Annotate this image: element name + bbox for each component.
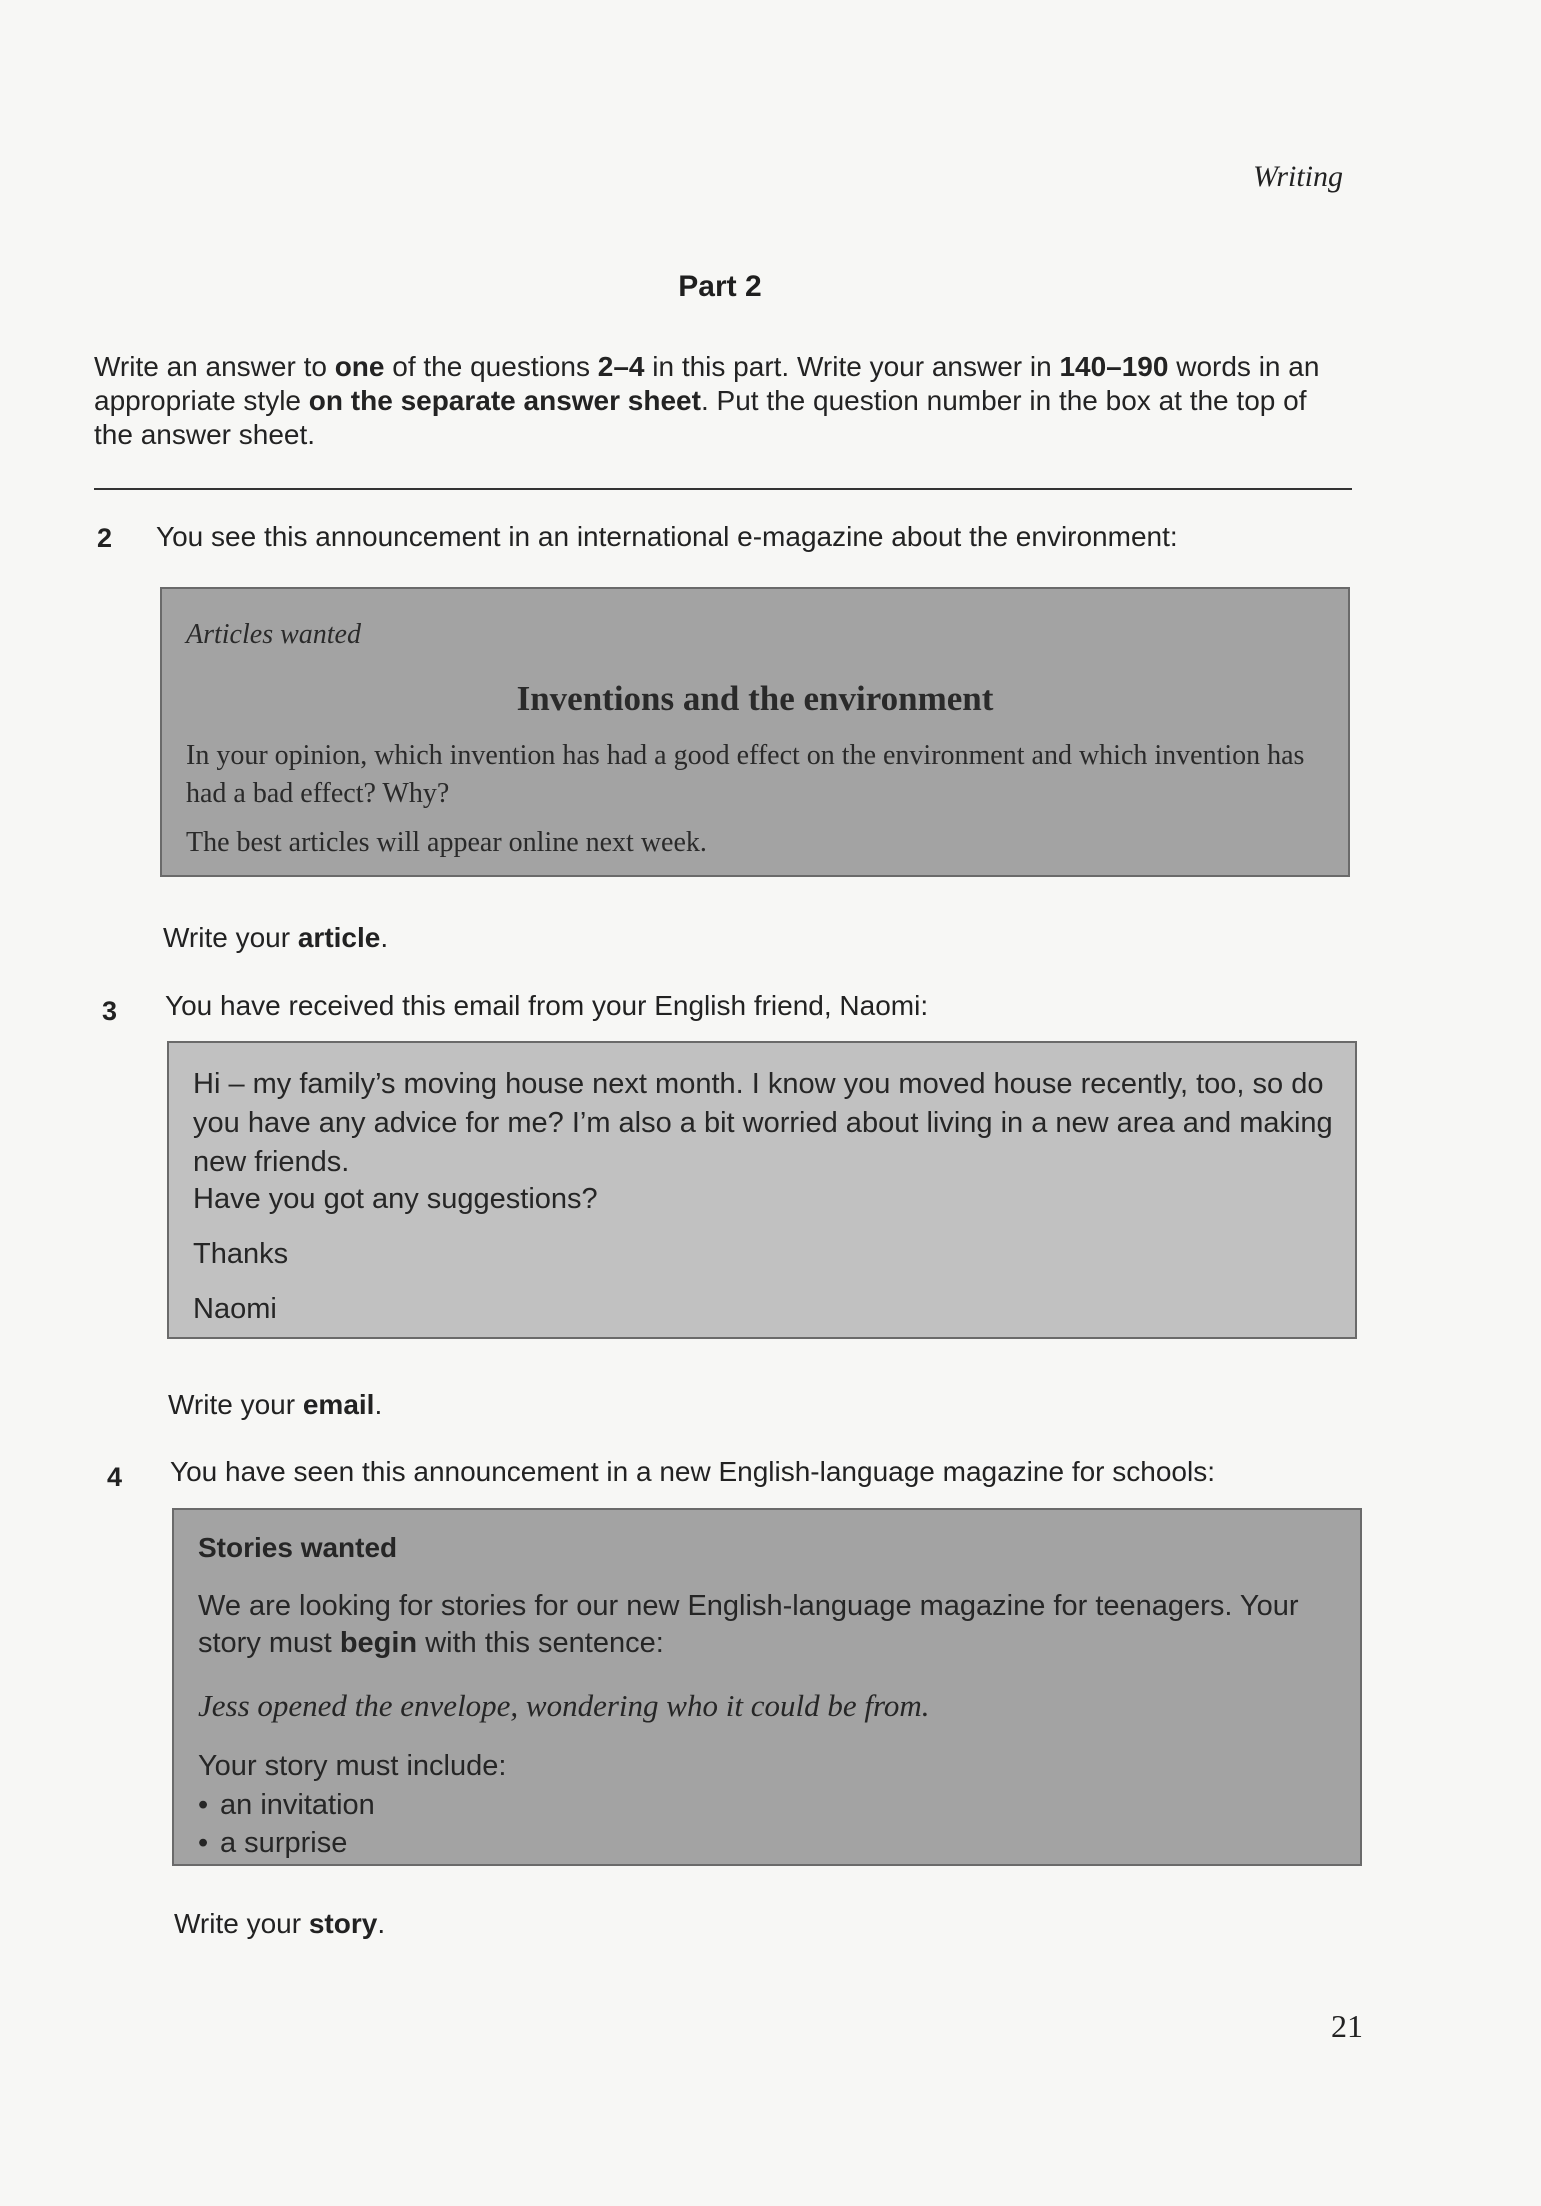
page-number: 21 xyxy=(1331,2008,1363,2044)
email-box xyxy=(167,1041,1357,1339)
question-prompt: You have received this email from your English friend, Naomi: xyxy=(165,990,929,1021)
box-heading: Articles wanted xyxy=(186,619,361,650)
question-prompt: You have seen this announcement in a new English-language magazine for schools: xyxy=(170,1456,1215,1487)
email-signature: Naomi xyxy=(193,1293,277,1325)
instructions-emphasis: 2–4 xyxy=(597,351,645,382)
running-head: Writing xyxy=(1252,160,1343,193)
question-number: 3 xyxy=(102,996,118,1026)
task-text: Write your xyxy=(174,1908,309,1939)
box-body-text: We are looking for stories for our new English-language magazine for teenagers. Your story must xyxy=(198,1590,1299,1659)
announcement-box-stories xyxy=(172,1508,1362,1866)
task-text: . xyxy=(374,1389,383,1420)
instructions-emphasis: one xyxy=(334,351,385,382)
email-signoff: Thanks xyxy=(193,1238,289,1270)
box-body-emphasis: begin xyxy=(339,1627,418,1659)
task-instruction xyxy=(168,1389,382,1421)
instructions xyxy=(94,350,1352,452)
instructions-emphasis: 140–190 xyxy=(1059,351,1169,382)
email-question: Have you got any suggestions? xyxy=(193,1183,598,1215)
task-instruction xyxy=(174,1908,385,1940)
box-title: Inventions and the environment xyxy=(516,679,994,718)
story-opening-sentence: Jess opened the envelope, wondering who it could be from. xyxy=(198,1688,930,1723)
task-type: email xyxy=(302,1389,375,1420)
instructions-text: . Put the question number in the box at the top of the answer sheet. xyxy=(94,385,1307,450)
part-title: Part 2 xyxy=(678,270,762,303)
list-item: • an invitation xyxy=(198,1786,375,1824)
include-list xyxy=(198,1786,375,1862)
box-body: In your opinion, which invention has had a good effect on the environment and which invention has had a bad effect? Why? xyxy=(186,740,1305,809)
email-body: Hi – my family’s moving house next month. I know you moved house recently, too, so do you have any advice for me? I’m also a bit worried about living in a new area and making new friends. xyxy=(193,1068,1333,1178)
box-footer: The best articles will appear online next week. xyxy=(186,827,707,858)
instructions-emphasis: on the separate answer sheet xyxy=(308,385,701,416)
task-instruction xyxy=(163,922,388,954)
task-text: Write your xyxy=(168,1389,303,1420)
instructions-text: of the questions xyxy=(384,351,598,382)
box-heading: Stories wanted xyxy=(198,1532,398,1563)
instructions-text: in this part. Write your answer in xyxy=(644,351,1060,382)
instructions-text: Write an answer to xyxy=(94,351,335,382)
question-number: 4 xyxy=(107,1462,123,1492)
task-text: . xyxy=(377,1908,386,1939)
question-number: 2 xyxy=(97,523,113,553)
announcement-box-articles xyxy=(160,587,1350,877)
include-label: Your story must include: xyxy=(198,1750,507,1782)
box-body xyxy=(198,1588,1338,1662)
task-text: . xyxy=(380,922,389,953)
question-prompt: You see this announcement in an international e-magazine about the environment: xyxy=(156,521,1178,552)
list-item: • a surprise xyxy=(198,1824,375,1862)
instructions-text: words in an appropriate style xyxy=(94,351,1320,416)
task-text: Write your xyxy=(163,922,298,953)
task-type: article xyxy=(297,922,381,953)
task-type: story xyxy=(308,1908,378,1939)
divider-rule xyxy=(94,488,1352,490)
box-body-text: with this sentence: xyxy=(417,1627,664,1659)
